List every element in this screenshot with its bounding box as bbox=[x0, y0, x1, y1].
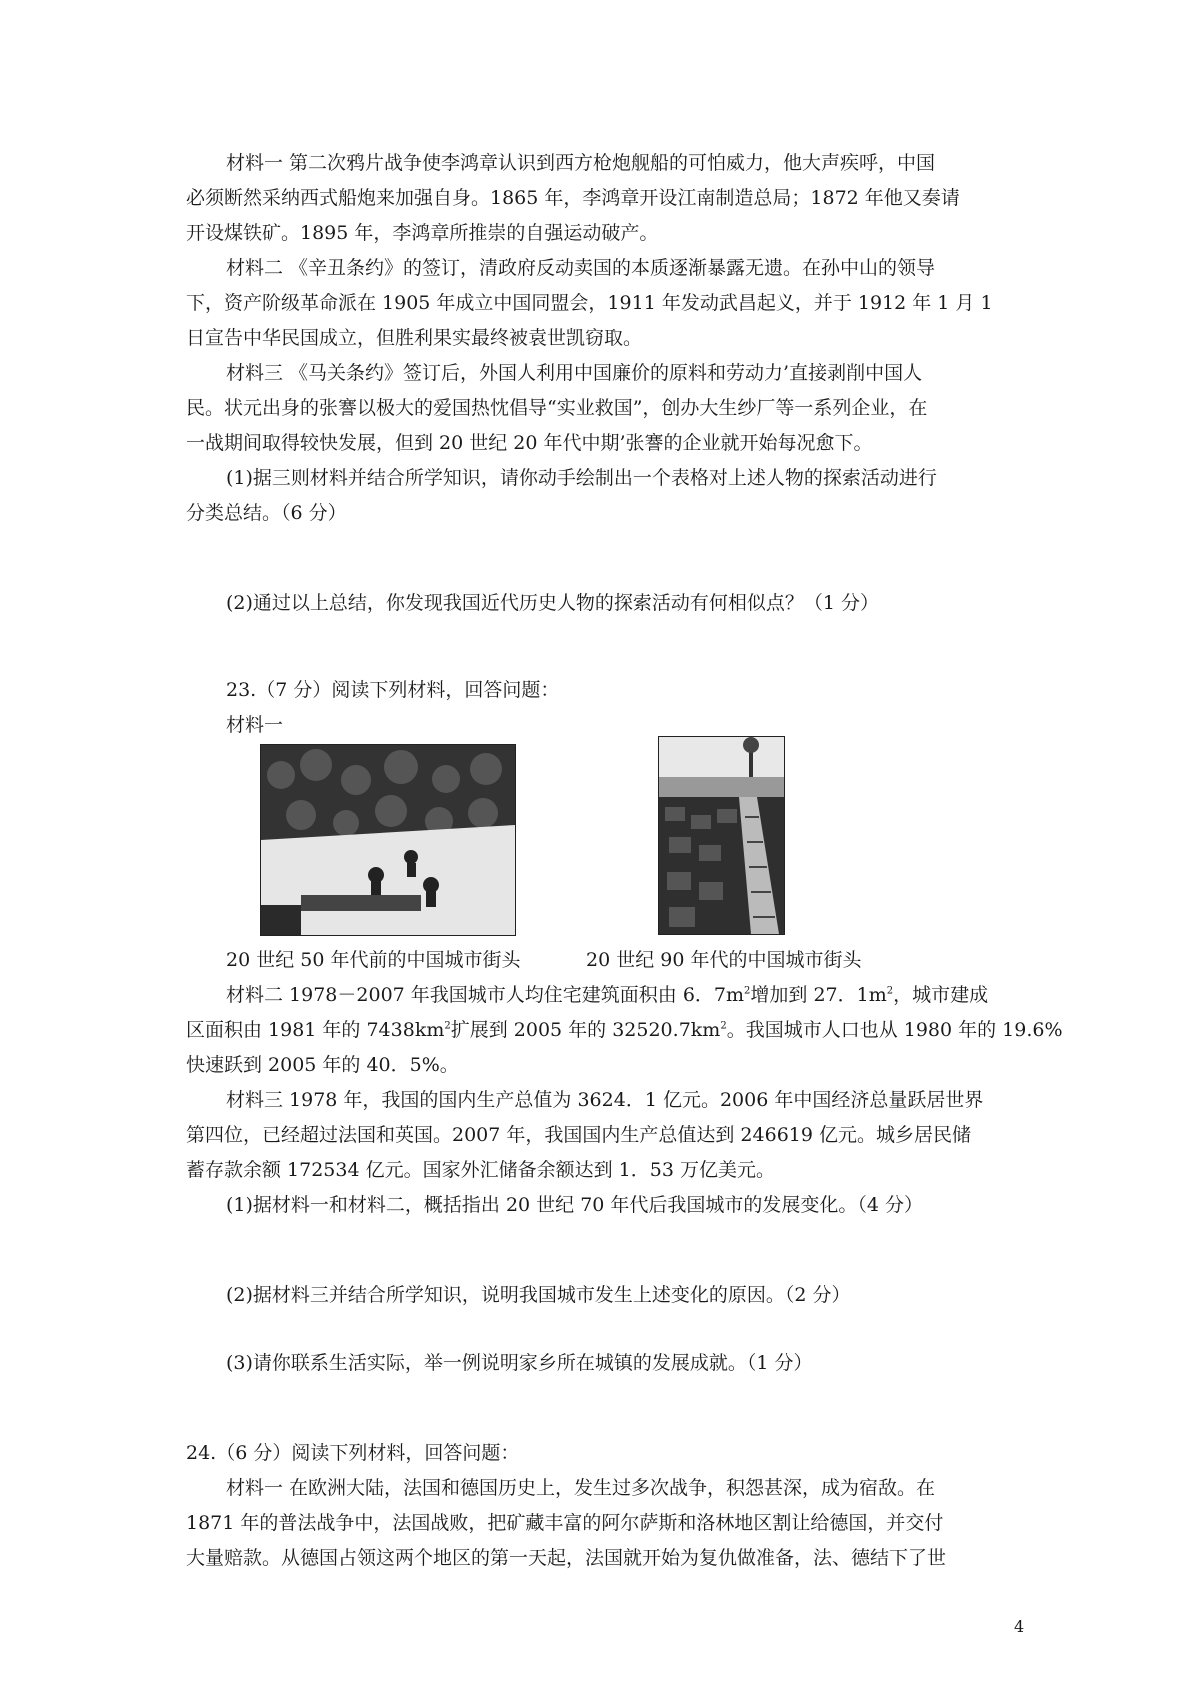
q23-part2: (2)据材料三并结合所学知识，说明我国城市发生上述变化的原因。（2 分） bbox=[226, 1284, 851, 1306]
q22-material2-line3: 日宣告中华民国成立，但胜利果实最终被袁世凯窃取。 bbox=[186, 327, 643, 349]
q22-material1-line2: 必须断然采纳西式船炮来加强自身。1865 年，李鸿章开设江南制造总局；1872 年他又奏请 bbox=[186, 187, 960, 209]
q23-material3-line3: 蓄存款余额 172534 亿元。国家外汇储备余额达到 1．53 万亿美元。 bbox=[186, 1159, 775, 1181]
m2-l1-part-a: 材料二 1978－2007 年我国城市人均住宅建筑面积由 6．7m bbox=[226, 984, 745, 1006]
sup-squared: 2 bbox=[720, 1020, 727, 1032]
caption-left: 20 世纪 50 年代前的中国城市街头 bbox=[226, 949, 521, 971]
q22-material3-line2: 民。状元出身的张謇以极大的爱国热忱倡导“实业救国”，创办大生纱厂等一系列企业，在 bbox=[186, 397, 928, 419]
q23-material3-line2: 第四位，已经超过法国和英国。2007 年，我国国内生产总值达到 246619 亿元。城乡居民储 bbox=[186, 1124, 972, 1146]
m2-l1-part-b: 增加到 27．1m bbox=[750, 984, 887, 1006]
q22-material1-line3: 开设煤铁矿。1895 年，李鸿章所推崇的自强运动破产。 bbox=[186, 222, 659, 244]
q23-part3: (3)请你联系生活实际，举一例说明家乡所在城镇的发展成就。（1 分） bbox=[226, 1352, 813, 1374]
q24-material1-line2: 1871 年的普法战争中，法国战败，把矿藏丰富的阿尔萨斯和洛林地区割让给德国，并交付 bbox=[186, 1512, 944, 1534]
sup-squared: 2 bbox=[886, 985, 894, 997]
m2-l2-part-b: 扩展到 2005 年的 32520.7km bbox=[450, 1019, 721, 1041]
q22-material3-line1: 材料三 《马关条约》签订后，外国人利用中国廉价的原料和劳动力’直接剥削中国人 bbox=[226, 362, 923, 384]
q22-material1-line1: 材料一 第二次鸦片战争使李鸿章认识到西方枪炮舰船的可怕威力，他大声疾呼，中国 bbox=[226, 152, 936, 174]
q22-material3-line3: 一战期间取得较快发展，但到 20 世纪 20 年代中期’张謇的企业就开始每况愈下。 bbox=[186, 432, 873, 454]
q23-heading: 23.（7 分）阅读下列材料，回答问题： bbox=[226, 679, 560, 701]
street-before-1950s-photo bbox=[260, 744, 516, 936]
m2-l1-part-c: ，城市建成 bbox=[893, 984, 989, 1006]
m2-l2-part-c: 。我国城市人口也从 1980 年的 19.6% bbox=[726, 1019, 1063, 1041]
q23-material1-title: 材料一 bbox=[226, 714, 284, 736]
street-1990s-photo bbox=[658, 736, 785, 935]
caption-right: 20 世纪 90 年代的中国城市街头 bbox=[586, 949, 862, 971]
m2-l2-part-a: 区面积由 1981 年的 7438km bbox=[186, 1019, 445, 1041]
q23-material2-line1 bbox=[226, 982, 988, 1008]
q22-material2-line2: 下，资产阶级革命派在 1905 年成立中国同盟会，1911 年发动武昌起义，并于 1912 年 1 月 1 bbox=[186, 292, 993, 314]
q23-material2-line3: 快速跃到 2005 年的 40．5%。 bbox=[186, 1054, 459, 1076]
q23-part1: (1)据材料一和材料二，概括指出 20 世纪 70 年代后我国城市的发展变化。（4 分） bbox=[226, 1194, 924, 1216]
q23-material3-line1: 材料三 1978 年，我国的国内生产总值为 3624．1 亿元。2006 年中国经济总量跃居世界 bbox=[226, 1089, 984, 1111]
q24-material1-line3: 大量赔款。从德国占领这两个地区的第一天起，法国就开始为复仇做准备，法、德结下了世 bbox=[186, 1547, 947, 1569]
page-number: 4 bbox=[1014, 1617, 1025, 1636]
q22-part1-line2: 分类总结。（6 分） bbox=[186, 502, 347, 524]
sup-squared: 2 bbox=[444, 1020, 451, 1032]
q24-material1-line1: 材料一 在欧洲大陆，法国和德国历史上，发生过多次战争，积怨甚深，成为宿敌。在 bbox=[226, 1477, 936, 1499]
q22-part1-line1: (1)据三则材料并结合所学知识，请你动手绘制出一个表格对上述人物的探索活动进行 bbox=[226, 467, 937, 489]
sup-squared: 2 bbox=[744, 985, 751, 997]
q22-material2-line1: 材料二 《辛丑条约》的签订，清政府反动卖国的本质逐渐暴露无遗。在孙中山的领导 bbox=[226, 257, 936, 279]
q24-heading: 24.（6 分）阅读下列材料，回答问题： bbox=[186, 1442, 520, 1464]
q23-material2-line2 bbox=[186, 1017, 1063, 1043]
q22-part2: (2)通过以上总结，你发现我国近代历史人物的探索活动有何相似点？（1 分） bbox=[226, 592, 880, 614]
